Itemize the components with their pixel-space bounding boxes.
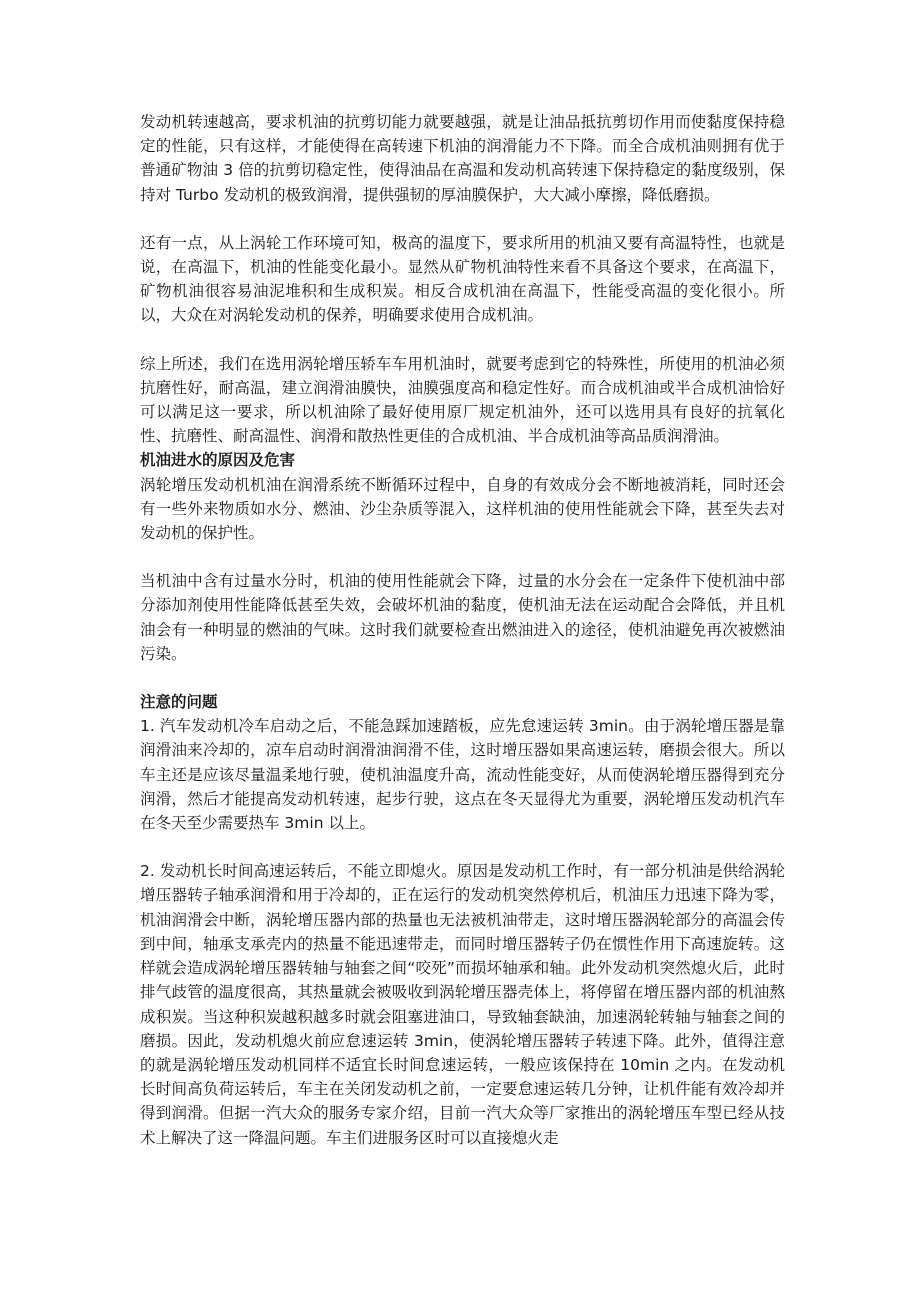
document-body: [140, 110, 785, 1150]
paragraph-shutdown: 2. 发动机长时间高速运转后，不能立即熄火。原因是发动机工作时，有一部分机油是供给涡轮增压器转子轴承润滑和用于冷却的，正在运行的发动机突然停机后，机油压力迅速下降为零，机油润滑会中断，涡轮增压器内部的热量也无法被机油带走，这时增压器涡轮部分的高温会传到中间，轴承支承壳内的热量不能迅速带走，而同时增压器转子仍在惯性作用下高速旋转。这样就会造成涡轮增压器转轴与轴套之间“咬死”而损坏轴承和轴。此外发动机突然熄火后，此时排气歧管的温度很高，其热量就会被吸收到涡轮增压器壳体上，将停留在增压器内部的机油熬成积炭。当这种积炭越积越多时就会阻塞进油口，导致轴套缺油，加速涡轮转轴与轴套之间的磨损。因此，发动机熄火前应怠速运转 3min，使涡轮增压器转子转速下降。此外，值得注意的就是涡轮增压发动机同样不适宜长时间怠速运转，一般应该保持在 10min 之内。在发动机长时间高负荷运转后，车主在关闭发动机之前，一定要怠速运转几分钟，让机件能有效冷却并得到润滑。但据一汽大众的服务专家介绍，目前一汽大众等厂家推出的涡轮增压车型已经从技术上解决了这一降温问题。车主们进服务区时可以直接熄火走: [140, 862, 785, 1147]
paragraph-excess-water: 当机油中含有过量水分时，机油的使用性能就会下降，过量的水分会在一定条件下使机油中部分添加剂使用性能降低甚至失效，会破坏机油的黏度，使机油无法在运动配合会降低，并且机油会有一种明显的燃油的气味。这时我们就要检查出燃油进入的途径，使机油避免再次被燃油污染。: [140, 572, 785, 663]
paragraph-contamination: 涡轮增压发动机机油在润滑系统不断循环过程中，自身的有效成分会不断地被消耗，同时还会有一些外来物质如水分、燃油、沙尘杂质等混入，这样机油的使用性能就会下降，甚至失去对发动机的保护性。: [140, 475, 785, 543]
paragraph-cold-start: 1. 汽车发动机冷车启动之后，不能急踩加速踏板，应先怠速运转 3min。由于涡轮增压器是靠润滑油来冷却的，凉车启动时润滑油润滑不佳，这时增压器如果高速运转，磨损会很大。所以车主还是应该尽量温柔地行驶，使机油温度升高，流动性能变好，从而使涡轮增压器得到充分润滑，然后才能提高发动机转速，起步行驶，这点在冬天显得尤为重要，涡轮增压发动机汽车在冬天至少需要热车 3min 以上。: [140, 717, 785, 833]
heading-precautions: 注意的问题: [140, 693, 218, 712]
paragraph-high-temperature: 还有一点，从上涡轮工作环境可知，极高的温度下，要求所用的机油又要有高温特性，也就是说，在高温下，机油的性能变化最小。显然从矿物机油特性来看不具备这个要求，在高温下，矿物机油很容易油泥堆积和生成积炭。相反合成机油在高温下，性能受高温的变化很小。所以，大众在对涡轮发动机的保养，明确要求使用合成机油。: [140, 233, 785, 325]
paragraph-shear-stability: 发动机转速越高，要求机油的抗剪切能力就要越强，就是让油品抵抗剪切作用而使黏度保持稳定的性能，只有这样，才能使得在高转速下机油的润滑能力不下降。而全合成机油则拥有优于普通矿物油 3 倍的抗剪切稳定性，使得油品在高温和发动机高转速下保持稳定的黏度级别，保持对 Turbo 发动机的极致润滑，提供强韧的厚油膜保护，大大减小摩擦，降低磨损。: [140, 113, 785, 204]
paragraph-summary: 综上所述，我们在选用涡轮增压轿车车用机油时，就要考虑到它的特殊性，所使用的机油必须抗磨性好，耐高温，建立润滑油膜快，油膜强度高和稳定性好。而合成机油或半合成机油恰好可以满足这一要求，所以机油除了最好使用原厂规定机油外，还可以选用具有良好的抗氧化性、抗磨性、耐高温性、润滑和散热性更佳的合成机油、半合成机油等高品质润滑油。: [140, 354, 785, 446]
heading-water-in-oil: 机油进水的原因及危害: [140, 451, 296, 470]
